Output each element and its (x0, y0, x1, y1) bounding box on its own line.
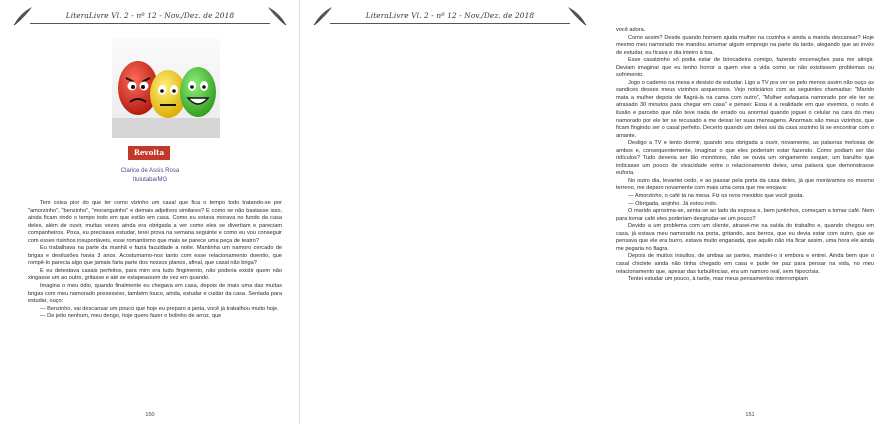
journal-header-text: LiteraLivre Vl. 2 - nº 12 - Nov./Dez. de 2018 (65, 11, 235, 20)
paragraph: Tem coisa pior do que ter como vizinho um casal que fica o tempo todo tratando-se por "amorzinho", "benzinho", "moranguinho" e demais adjetivos similares? E como se não bastasse isso, ainda ficam rindo o tempo todo em que estão em casa. Como eu estava morava no fundo da casa deles, além de ouvir, muitas vezes ainda era obrigada a ver como eles se divertiam e pareciam companheiros. Poxa, eu precisava estudar, terei prova na semana seguinte e como eu vou conseguir com esses risinhos insuportáveis, esse romantismo que mais se parece uma peça de teatro? (28, 200, 282, 244)
paragraph: Como assim? Desde quando homem ajuda mulher na cozinha e ainda a manda descansar? Hoje mesmo meu namorado me mandou arrumar algum emprego na parte da tarde, alegando que ao invés de estudar, eu ficava o dia inteiro à toa. (616, 34, 874, 56)
paragraph: Eu trabalhava na parte da manhã e fazia faculdade a noite. Mantinha um namoro cercado de brigas e desilusões havia 3 anos. Acostumamo-nos tanto com esse relacionamento doentio, que rompê-lo parecia algo que jamais faria parte dos nossos planos, afinal, que casal não briga? (28, 245, 282, 267)
happy-green-face (180, 67, 216, 117)
left-page-header (12, 5, 288, 27)
paragraph: Devido a um problema com um cliente, atrasei-me na saída do trabalho e, quando chegou em casa, já estava meu namorado na porta, gritando, aos berros, que eu devia estar com outro, que se pensava que ele era burro, estava muito enganada, que aquilo não iria ficar assim, uma hora ele ainda me pegaria no flagra. (616, 223, 874, 252)
paragraph: No outro dia, levantei cedo, e ao passar pela porta da casa deles, já que morávamos no mesmo terreno, me deparo novamente com mais uma cena que me enojava: (616, 177, 874, 192)
left-page (0, 0, 300, 424)
paragraph: Esse casalzinho só podia estar de brincadeira comigo, fazendo encenações para me atingir. Deviam imaginar que eu tenho horror a quem vive a vida como se não existissem problemas ou sofrimento. (616, 57, 874, 79)
story-illustration (112, 38, 220, 138)
paragraph: — Obrigada, anjinho. Já estou indo. (628, 200, 718, 207)
header-rule (30, 23, 270, 24)
right-page-body (616, 27, 874, 284)
page-number: 151 (745, 412, 755, 418)
paragraph: E eu detestava casais perfeitos, para mim era tudo fingimento, não poderia existir quem não xingasse um ao outro, gritasse e até se estapeassem de vez em quando. (28, 267, 282, 282)
paragraph: Desligo a TV e tento dormir, quando sou obrigada a ouvir, novamente, as palavras melosas de ambos e, consequentemente, imaginar o que eles poderiam estar fazendo. Como podiam ser tão ridículos? Tudo deveria ser tão monótono, não se ouvia um xingamento sequer, um barulho que indicasse um pouco de vivacidade entre o relacionamento deles, uma palavra que demonstrasse euforia. (616, 140, 874, 177)
header-rule (330, 23, 570, 24)
left-page-body (28, 200, 282, 321)
paragraph: Depois de muitos insultos, de ambas as partes, mandei-o ir embora e entrei. Ainda bem que o casal chiclete ainda não tinha chegado em casa e pude ter paz para pensar na vida, no meu relacionamento que, apesar das turbulências, era um namoro real, sem hipocrisia. (616, 253, 874, 275)
story-title-badge: Revolta (128, 146, 170, 160)
paragraph: — De jeito nenhum, meu dengo, hoje quero fazer o bolinho de arroz, que (40, 313, 222, 320)
paragraph: Imagina o meu ódio, quando finalmente eu chegava em casa, depois de mais uma das muitas brigas com meu namorado possessivo, também louco, ainda, estudar e cuidar da casa. Sentada para estudar, ouço: (28, 283, 282, 305)
page-number: 150 (145, 412, 155, 418)
paragraph: O marido aproxima-se, senta-se ao lado da esposa e, bem juntinhos, começam a tomar café. Nem para tomar café eles poderiam desgrudar-se um pouco? (616, 208, 874, 222)
author-city: Ituiutaba/MG (132, 177, 168, 183)
paragraph: você adora. (616, 27, 646, 33)
right-page-header (312, 5, 588, 27)
paragraph: — Amorzinho, o café tá na mesa. Fiz os ovos mexidos que você gosta. (628, 193, 804, 200)
paragraph: Tentei estudar um pouco, à tarde, mas meus pensamentos interrompiam (628, 276, 809, 283)
emotion-faces-image (112, 38, 220, 138)
paragraph: — Benzinho, vai descansar um pouco que hoje eu preparo a janta, você já trabalhou muito hoje. (40, 305, 279, 312)
author-name: Clarice de Assis Rosa (120, 168, 180, 174)
journal-header-text: LiteraLivre Vl. 2 - nº 12 - Nov./Dez. de 2018 (365, 11, 535, 20)
paragraph: Jogo o caderno na mesa e desisto de estudar. Ligo a TV pra ver se pelo menos assim não ouço as sandices desses meus vizinhos asquerosos. Vejo noticiários com as seguintes chamadas: "Marido mata a mulher depois de flagrá-la na cama com outro", "Mulher esfaqueia namorado por ele ter se atrasado 30 minutos para chegar em casa" e pensei: Essa é a realidade em que vivemos, o resto é ilusão e parcebo que não teve nada de errado ou anormal quando joguei o celular na cara do meu namorado por ele ter se recusado a me deixar ler suas mensagens. Anormais são meus vizinhos, que ficam fingindo ser o casal perfeito. Decerto quando um deles sai da casa sozinho lá se encontrar com o amante. (616, 79, 874, 139)
right-page (300, 0, 874, 424)
